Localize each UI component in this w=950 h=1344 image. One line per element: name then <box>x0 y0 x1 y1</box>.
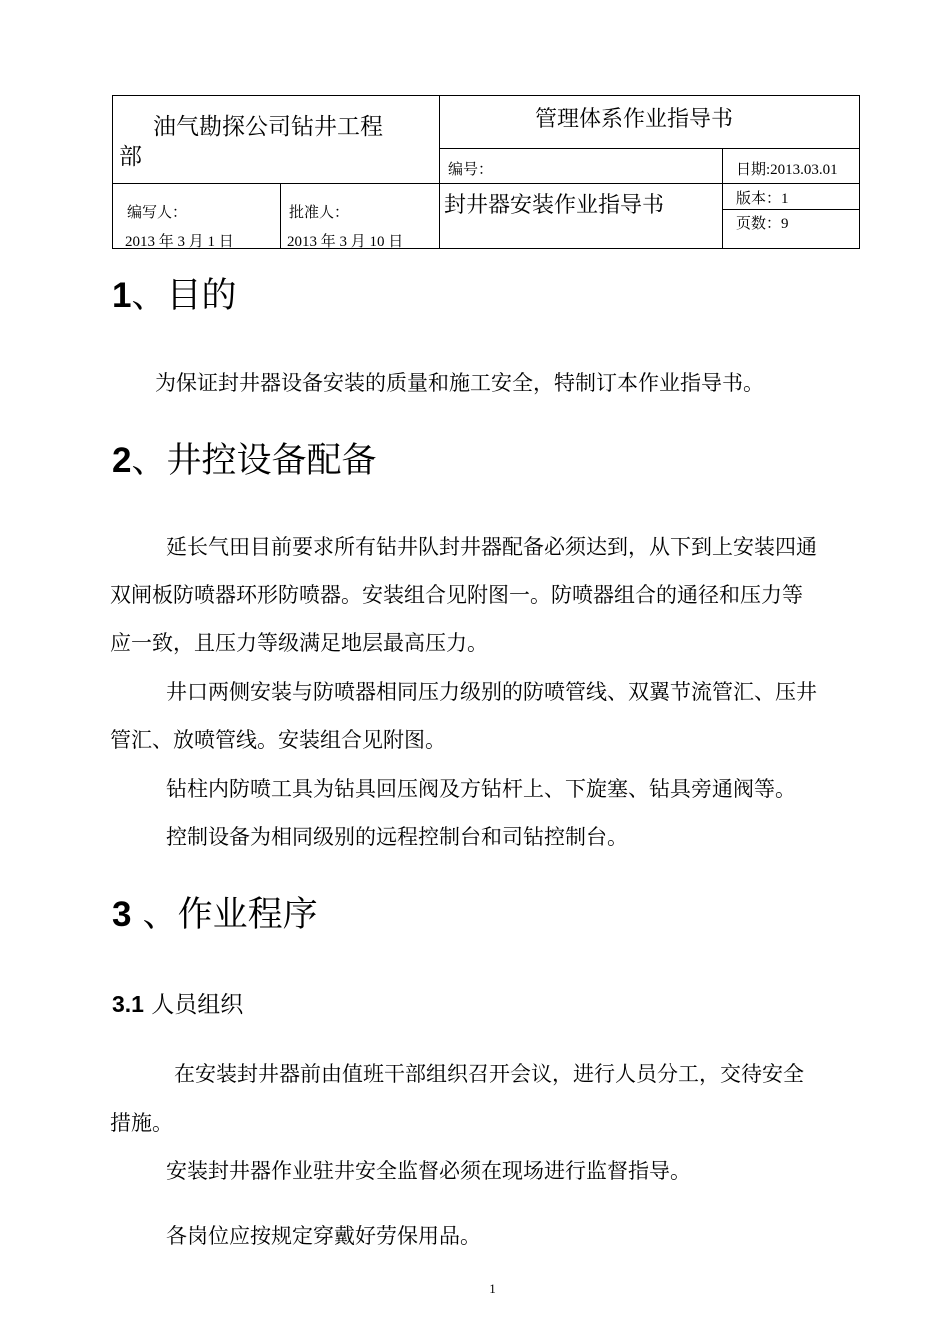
company-name-line2: 部 <box>119 144 142 170</box>
section-1-number: 1 <box>112 276 132 315</box>
author-label: 编写人： <box>127 205 188 221</box>
section-2-p1-line3: 应一致，且压力等级满足地层最高压力。 <box>110 631 488 655</box>
number-label: 编号： <box>448 162 494 178</box>
section-1-title: 、目的 <box>131 276 237 316</box>
page-number: 1 <box>489 1281 496 1296</box>
section-3-1-p1-line1: 在安装封井器前由值班干部组织召开会议，进行人员分工，交待安全 <box>174 1062 804 1086</box>
section-2-p1-line2: 双闸板防喷器环形防喷器。安装组合见附图一。防喷器组合的通径和压力等 <box>110 583 803 607</box>
version-label: 版本：1 <box>736 191 789 207</box>
company-name-line1: 油气勘探公司钻井工程 <box>153 114 383 140</box>
pages-label: 页数：9 <box>736 216 789 232</box>
approver-label: 批准人： <box>289 205 350 221</box>
section-2-heading <box>112 433 376 483</box>
section-3-1-p3: 各岗位应按规定穿戴好劳保用品。 <box>166 1224 481 1248</box>
header-table <box>112 95 860 249</box>
section-1-heading <box>112 268 236 318</box>
section-3-1-title: 人员组织 <box>143 992 244 1018</box>
section-1-paragraph: 为保证封井器设备安装的质量和施工安全，特制订本作业指导书。 <box>155 371 764 395</box>
author-date: 2013 年 3 月 1 日 <box>125 234 234 250</box>
section-2-p2-line2: 管汇、放喷管线。安装组合见附图。 <box>110 728 446 752</box>
section-3-1-p1-line2: 措施。 <box>110 1111 173 1135</box>
section-2-title: 、井控设备配备 <box>131 441 377 481</box>
company-name <box>119 112 435 172</box>
section-3-1-heading <box>112 986 243 1019</box>
section-2-number: 2 <box>112 441 132 480</box>
section-3-number: 3 <box>112 895 132 934</box>
section-3-heading <box>112 887 318 937</box>
section-2-p3: 钻柱内防喷工具为钻具回压阀及方钻杆上、下旋塞、钻具旁通阀等。 <box>166 777 796 801</box>
section-3-1-p2: 安装封井器作业驻井安全监督必须在现场进行监督指导。 <box>166 1159 691 1183</box>
approver-date: 2013 年 3 月 10 日 <box>287 234 404 250</box>
doc-title: 封井器安装作业指导书 <box>444 193 665 218</box>
date-label: 日期:2013.03.01 <box>736 162 838 178</box>
section-2-p4: 控制设备为相同级别的远程控制台和司钻控制台。 <box>166 825 628 849</box>
system-title: 管理体系作业指导书 <box>535 107 734 132</box>
section-3-title: 、作业程序 <box>131 895 318 935</box>
section-2-p1-line1: 延长气田目前要求所有钻井队封井器配备必须达到，从下到上安装四通 <box>166 535 817 559</box>
section-2-p2-line1: 井口两侧安装与防喷器相同压力级别的防喷管线、双翼节流管汇、压井 <box>166 680 817 704</box>
section-3-1-number: 3.1 <box>112 991 144 1017</box>
